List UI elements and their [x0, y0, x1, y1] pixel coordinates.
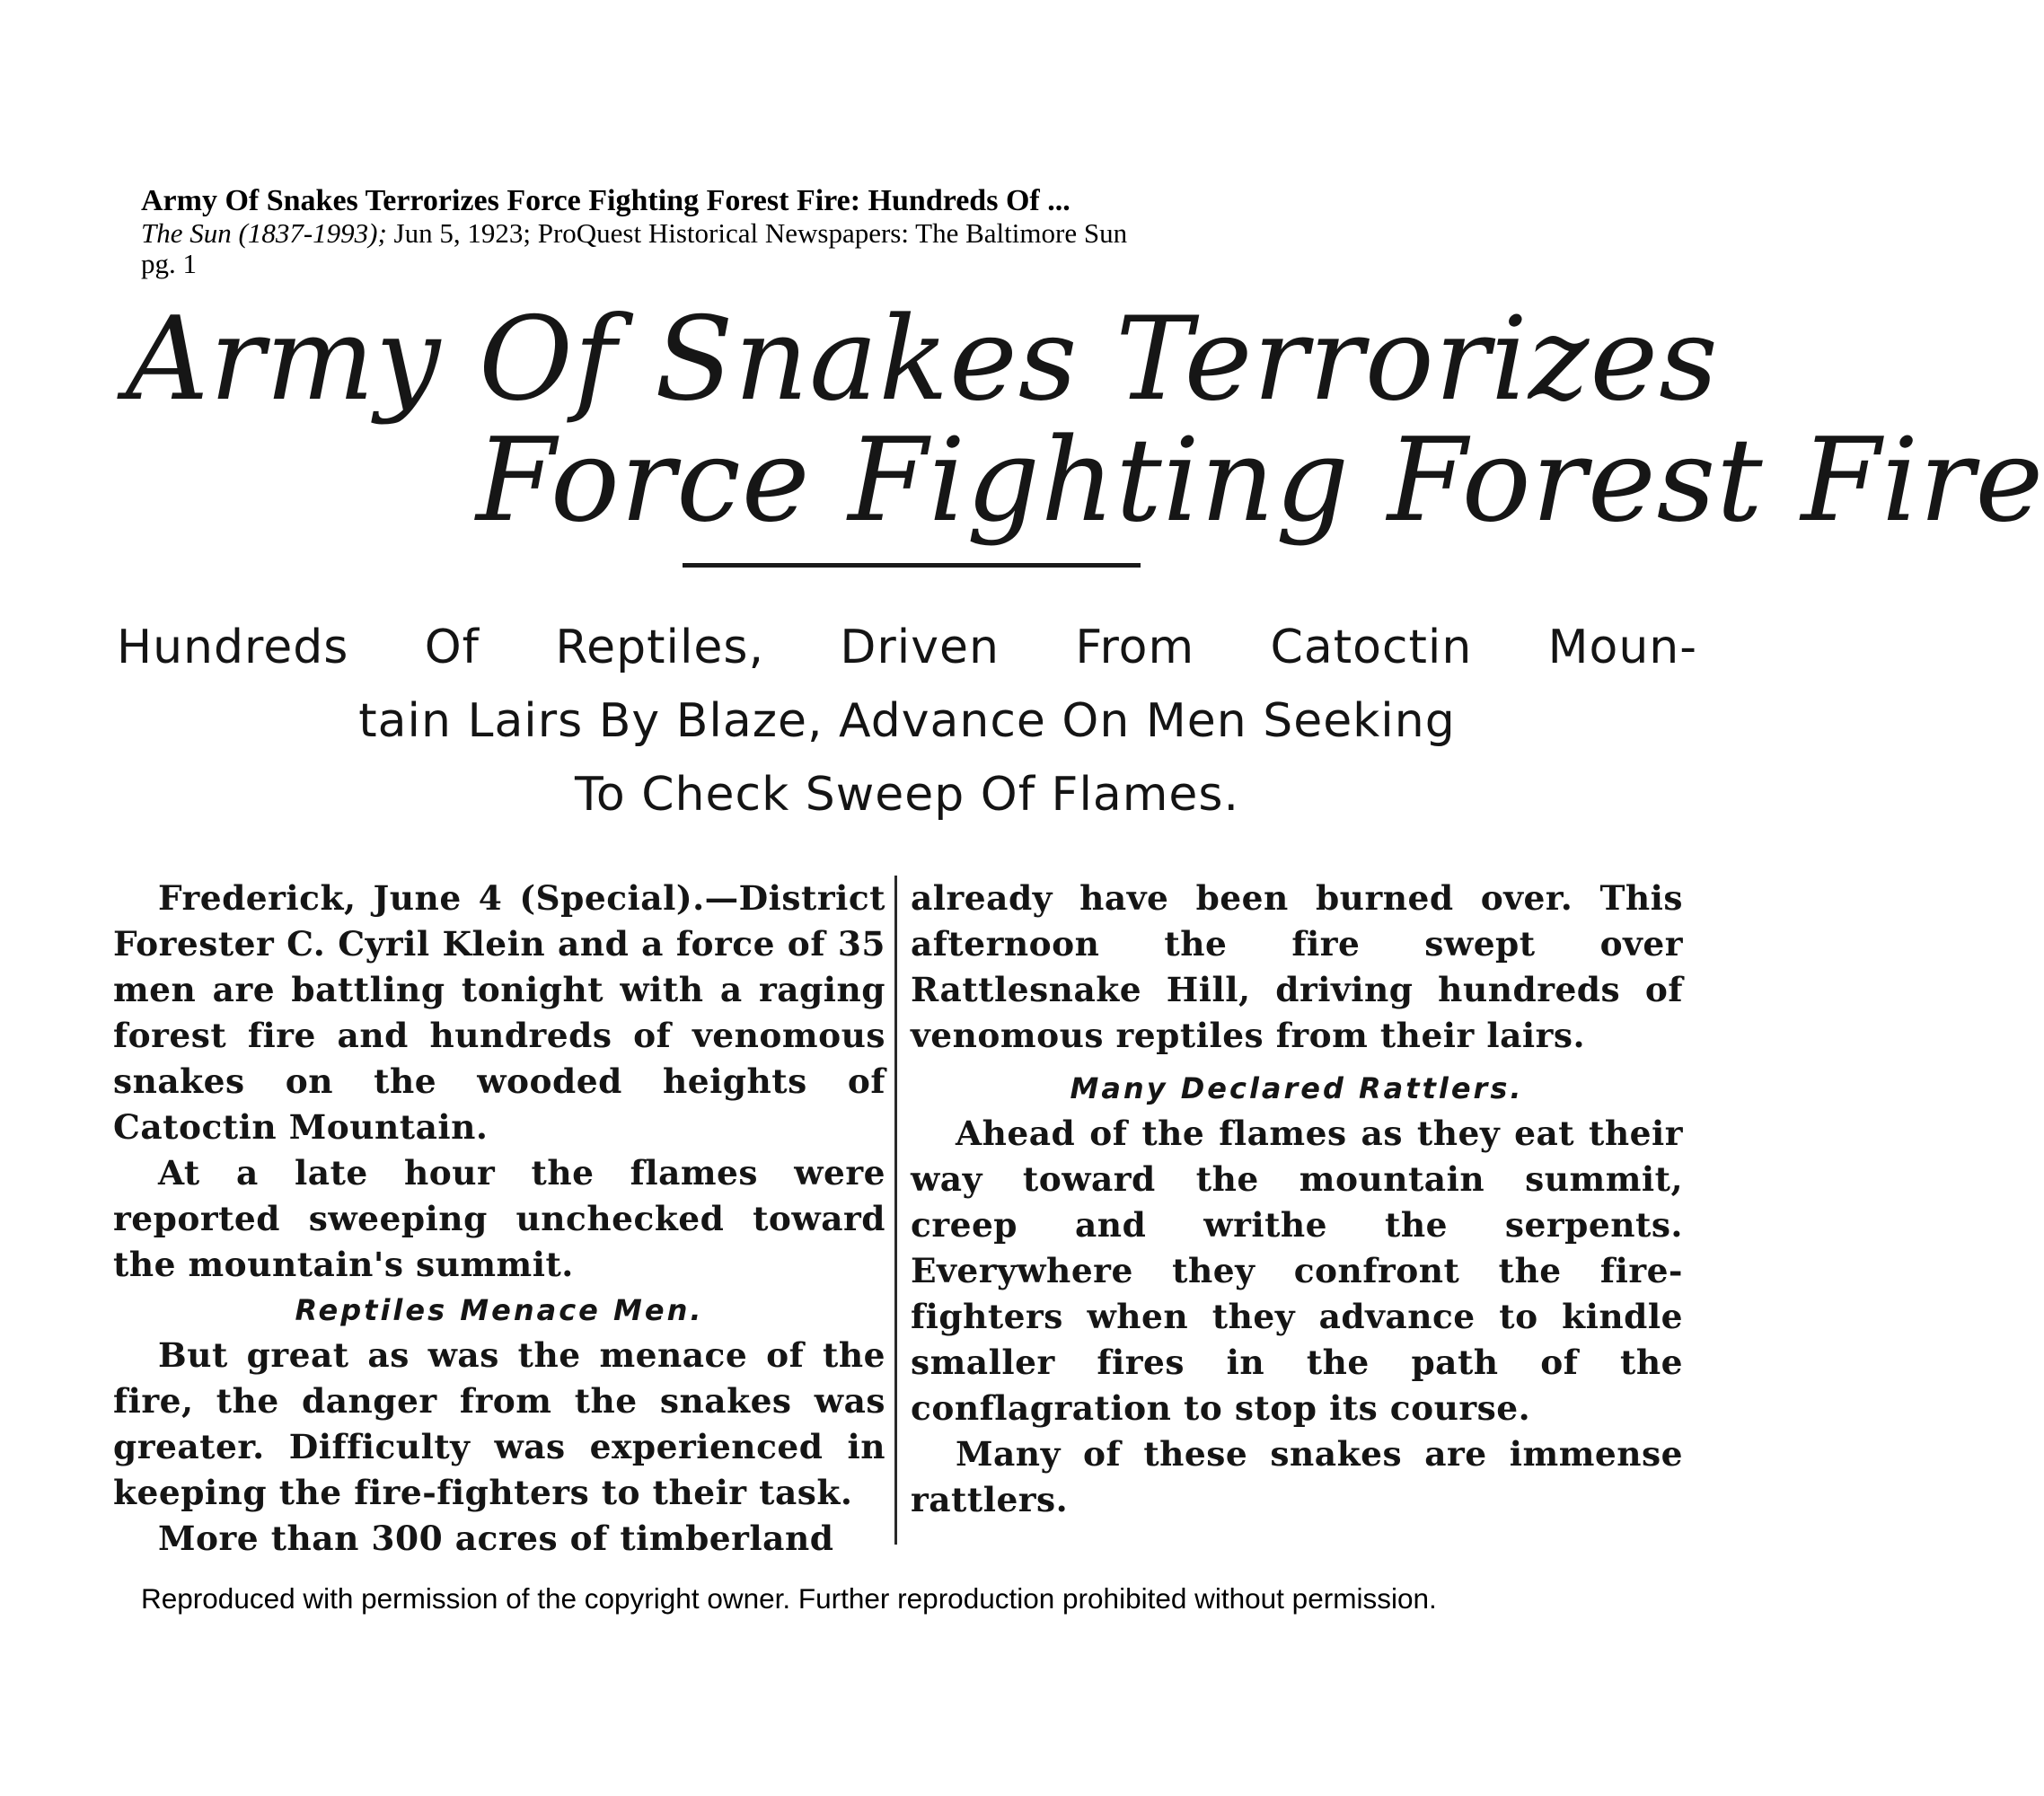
article-subhead: Many Declared Rattlers. — [1070, 1071, 1524, 1105]
article-column-left — [113, 876, 885, 1562]
headline-line-2: Force Fighting Forest Fire — [476, 414, 2044, 548]
article-paragraph: But great as was the menace of the fire, the danger from the snakes was greater. Difficulty was experienced in keeping the fire-fighters to their task. — [113, 1335, 885, 1512]
headline-rule — [683, 563, 1141, 568]
article-subhead: Reptiles Menace Men. — [295, 1293, 704, 1327]
article-paragraph: Ahead of the flames as they eat their way toward the mountain summit, creep and writhe the serpents. Everywhere they confront the fire-fighters when they advance to kindle smaller fires in the path of the conflagration to stop its course. — [911, 1114, 1683, 1428]
article-paragraph: Frederick, June 4 (Special).—District Forester C. Cyril Klein and a force of 35 men are battling tonight with a raging forest fire and hundreds of venomous snakes on the wooded heights of Catoctin Mountain. — [113, 878, 885, 1147]
citation-title: Army Of Snakes Terrorizes Force Fighting Forest Fire: Hundreds Of ... — [141, 184, 1070, 217]
citation-source-details: Jun 5, 1923; ProQuest Historical Newspapers: The Baltimore Sun — [386, 217, 1128, 249]
copyright-notice: Reproduced with permission of the copyright owner. Further reproduction prohibited without permission. — [141, 1582, 1437, 1615]
citation-source-publication: The Sun (1837-1993); — [141, 217, 387, 249]
article-paragraph: Many of these snakes are immense rattlers. — [911, 1434, 1683, 1519]
deck-line-2: tain Lairs By Blaze, Advance On Men Seeking — [358, 694, 1456, 748]
article-paragraph: At a late hour the flames were reported sweeping unchecked toward the mountain's summit. — [113, 1153, 885, 1284]
deck-line-1: Hundreds Of Reptiles, Driven From Catoctin Moun- — [117, 621, 1697, 674]
citation-header — [141, 184, 1308, 279]
deck-line-3: To Check Sweep Of Flames. — [574, 768, 1240, 822]
deck — [117, 611, 1697, 832]
article-paragraph: More than 300 acres of timberland — [158, 1519, 834, 1558]
citation-source — [141, 218, 1308, 249]
article-body — [113, 876, 1683, 1558]
citation-page: pg. 1 — [141, 248, 197, 279]
headline-line-1: Army Of Snakes Terrorizes — [126, 293, 1719, 427]
article-column-right — [911, 876, 1683, 1523]
column-divider — [894, 876, 897, 1545]
article-paragraph-continued: already have been burned over. This afternoon the fire swept over Rattlesnake Hill, driving hundreds of venomous reptiles from their lairs. — [911, 878, 1683, 1055]
